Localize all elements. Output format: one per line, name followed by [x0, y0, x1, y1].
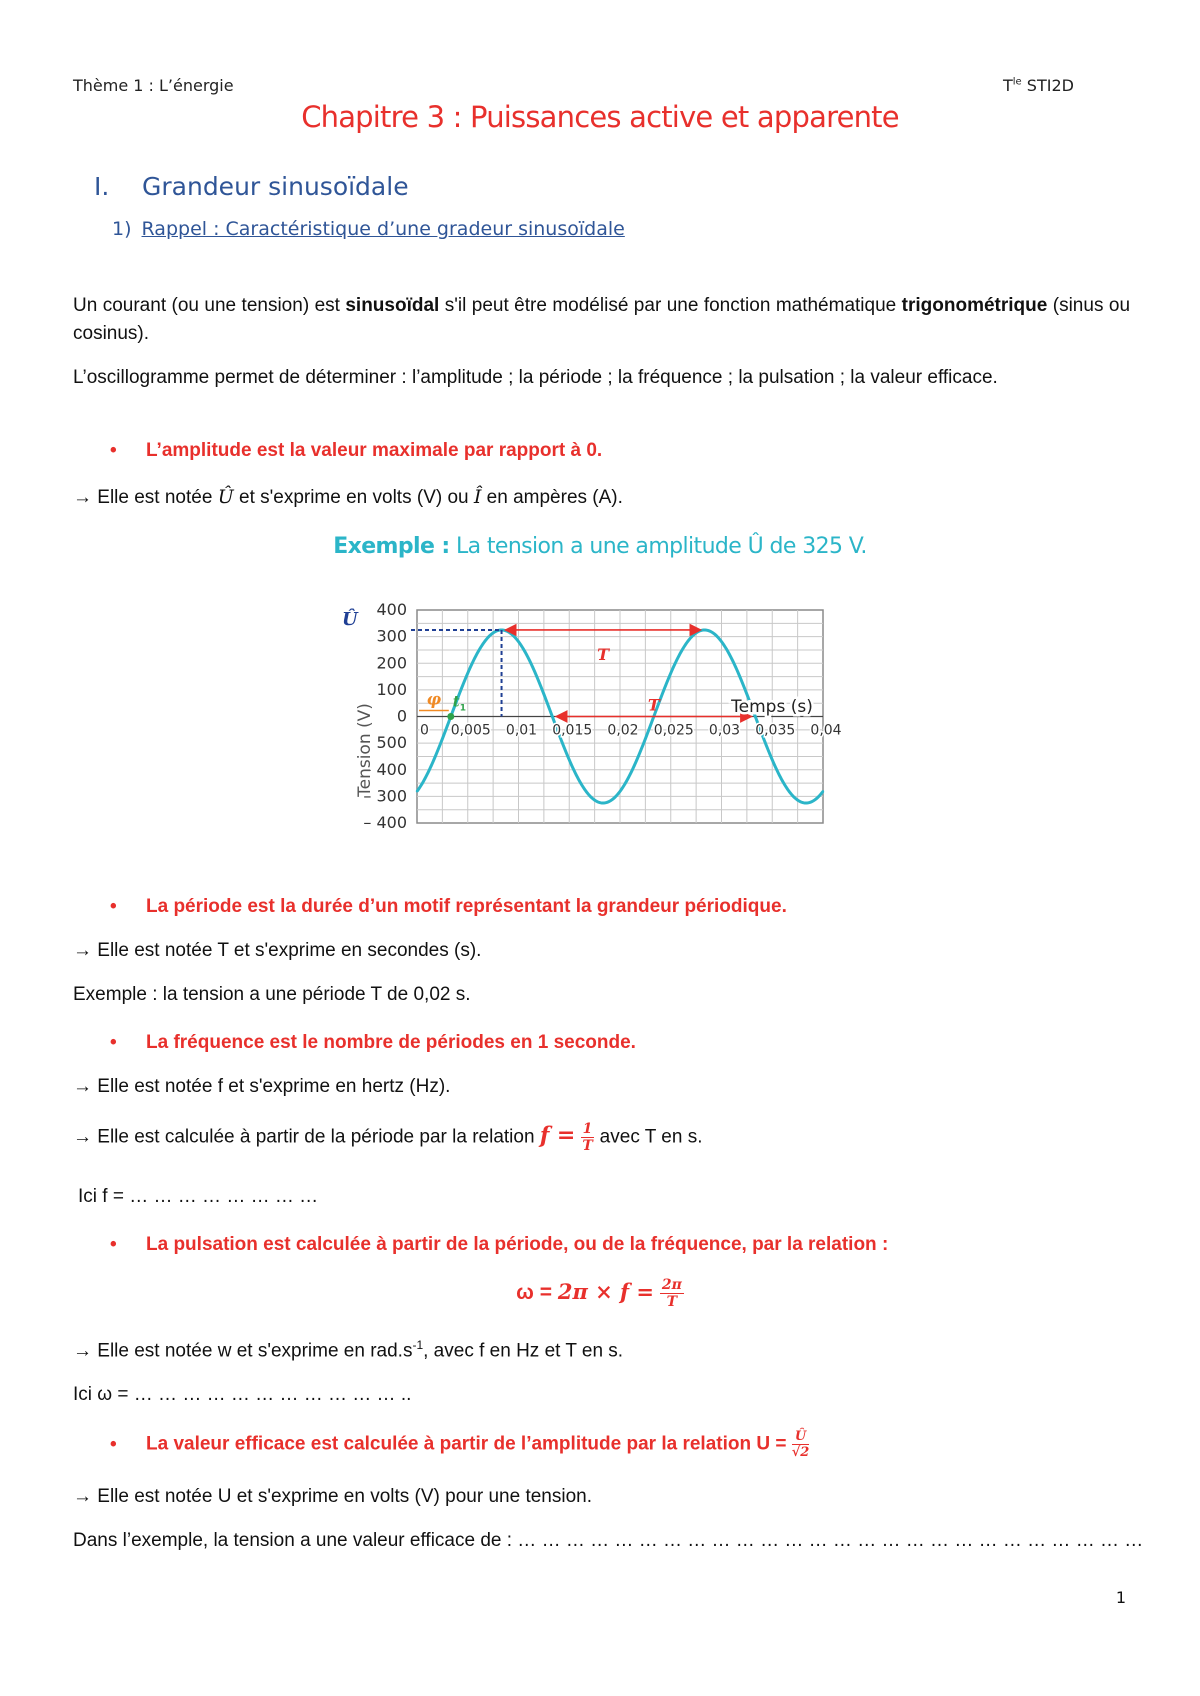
x-axis-label: Temps (s): [731, 697, 813, 717]
formula-2pi-f: 2π × f =: [557, 1279, 654, 1305]
subsection-title: Rappel : Caractéristique d’une gradeur sinusoïdale: [141, 218, 625, 240]
x-tick-label: 0,005: [450, 722, 491, 739]
y-tick-label: 100: [376, 679, 407, 699]
line-text: → Elle est notée: [73, 487, 218, 508]
bullet-dot: •: [110, 1433, 117, 1455]
x-tick-label: 0,03: [708, 722, 741, 739]
pulsation-notation: [73, 1338, 623, 1362]
intro-bold-sinusoidal: sinusoïdal: [345, 295, 440, 316]
phi-label: φ: [426, 689, 442, 709]
y-tick-label: – 400: [363, 813, 407, 832]
x-tick-label: 0,035: [755, 722, 796, 739]
bullet-dot: •: [110, 1032, 117, 1053]
amplitude-notation: [73, 486, 623, 509]
example-bold: Exemple :: [333, 534, 450, 559]
line-text: , avec f en Hz et T en s.: [423, 1340, 624, 1362]
bullet-text: La pulsation est calculée à partir de la période, ou de la fréquence, par la relation :: [146, 1234, 889, 1255]
oscillogram-chart: [340, 590, 880, 860]
series-tension-point: [703, 629, 705, 631]
series-tension-point: [822, 790, 824, 792]
y-tick-label: 0: [396, 706, 407, 726]
x-tick-label: 0,04: [810, 722, 842, 739]
formula-f-lhs: f =: [539, 1122, 576, 1149]
subsection-heading: [112, 218, 625, 240]
header-class: [1003, 76, 1074, 95]
symbol-i-hat: Î: [473, 486, 482, 508]
intro-text: s'il peut être modélisé par une fonction mathématique: [439, 295, 902, 316]
formula-fraction: [660, 1278, 684, 1309]
y-tick-label: 200: [376, 653, 407, 673]
bullet-dot: •: [110, 440, 117, 461]
section-title: Grandeur sinusoïdale: [142, 172, 409, 201]
y-tick-label: – 300: [363, 786, 407, 806]
series-tension-point: [551, 715, 553, 717]
intro-paragraph-1: [73, 292, 1130, 348]
section-heading: [94, 172, 409, 201]
y-tick-label: 500: [376, 733, 407, 753]
intro-paragraph-2: L’oscillogramme permet de déterminer : l’amplitude ; la période ; la fréquence ; la pulsation ; la valeur efficace.: [73, 367, 998, 388]
page-number: 1: [1115, 1588, 1126, 1607]
fraction-numerator: Û: [792, 1430, 810, 1445]
frequence-relation: [73, 1122, 703, 1153]
series-tension-point: [602, 802, 604, 804]
chapter-title: Chapitre 3 : Puissances active et apparente: [301, 100, 899, 134]
intro-bold-trigo: trigonométrique: [901, 295, 1048, 316]
formula-fraction: [792, 1430, 810, 1459]
bullet-text: La période est la durée d’un motif représentant la grandeur périodique.: [146, 896, 787, 917]
series-tension-point: [805, 802, 807, 804]
bullet-pulsation: [110, 1234, 888, 1256]
x-tick-label: 0,015: [552, 722, 593, 739]
fraction-denominator: T: [582, 1138, 593, 1154]
bullet-frequence: [110, 1032, 636, 1054]
x-tick-label: 0,025: [653, 722, 694, 739]
x-tick-label: 0,01: [505, 722, 538, 739]
line-text: → Elle est calculée à partir de la période par la relation: [73, 1126, 540, 1148]
pulsation-answer-line: Ici ω = … … … … … … … … … … … ..: [73, 1384, 412, 1405]
series-tension-point: [416, 790, 418, 792]
header-class-sup: le: [1012, 76, 1022, 88]
periode-example: Exemple : la tension a une période T de 0,02 s.: [73, 984, 471, 1005]
frequence-notation: → Elle est notée f et s'exprime en hertz (Hz).: [73, 1076, 451, 1097]
header-class-rest: STI2D: [1021, 76, 1074, 95]
efficace-answer-line: Dans l’exemple, la tension a une valeur efficace de : … … … … … … … … … … … … … … … … … … … … … … … … … …: [73, 1530, 1144, 1551]
frequence-answer-line: Ici f = … … … … … … … …: [78, 1186, 319, 1207]
periode-notation: → Elle est notée T et s'exprime en secondes (s).: [73, 940, 482, 961]
t1-point: [447, 713, 454, 720]
x-tick-label: 0,02: [607, 722, 639, 739]
formula-omega: ω =: [516, 1281, 558, 1305]
y-axis-label: Tension (V): [355, 703, 375, 797]
intro-text: (sinus ou cosinus).: [73, 295, 1131, 344]
header-class-letter: T: [1003, 76, 1013, 95]
symbol-u-hat: Û: [217, 486, 234, 508]
y-tick-label: 400: [376, 600, 407, 619]
t1-label: t: [452, 692, 460, 711]
bullet-text: La fréquence est le nombre de périodes en 1 seconde.: [146, 1032, 636, 1053]
formula-fraction: [581, 1122, 595, 1153]
subsection-number: 1): [112, 218, 132, 240]
fraction-denominator: T: [666, 1294, 678, 1310]
bullet-amplitude: [110, 440, 602, 462]
bullet-periode: [110, 896, 787, 918]
line-sup: -1: [412, 1338, 424, 1352]
efficace-notation: → Elle est notée U et s'exprime en volts (V) pour une tension.: [73, 1486, 592, 1507]
section-number: I.: [94, 172, 110, 201]
x-tick-label: 0: [420, 722, 429, 739]
pulsation-formula: [0, 1278, 1200, 1309]
header-theme: Thème 1 : L’énergie: [73, 76, 234, 95]
line-text: avec T en s.: [594, 1126, 703, 1148]
bullet-text: La valeur efficace est calculée à partir de l’amplitude par la relation U =: [146, 1433, 792, 1455]
example-text: La tension a une amplitude Û de 325 V.: [449, 534, 867, 559]
t1-sub-label: 1: [459, 703, 467, 714]
y-tick-label: 300: [376, 626, 407, 646]
intro-text: Un courant (ou une tension) est: [73, 295, 346, 316]
period-label-zero: T: [647, 695, 660, 715]
line-text: → Elle est notée w et s'exprime en rad.s: [73, 1340, 413, 1362]
bullet-text: L’amplitude est la valeur maximale par rapport à 0.: [146, 440, 603, 461]
line-text: et s'exprime en volts (V) ou: [233, 487, 474, 508]
chart-x-ticks: [420, 723, 842, 739]
example-title: [0, 534, 1200, 559]
line-text: en ampères (A).: [481, 487, 623, 508]
period-label-top: T: [597, 644, 610, 664]
bullet-efficace: [110, 1430, 809, 1459]
fraction-numerator: 2π: [661, 1277, 682, 1293]
y-tick-label: – 400: [363, 759, 407, 779]
bullet-dot: •: [110, 1234, 117, 1255]
u-hat-label: Û: [342, 608, 358, 630]
fraction-denominator: √2: [791, 1445, 810, 1460]
fraction-numerator: 1: [582, 1121, 593, 1137]
bullet-dot: •: [110, 896, 117, 917]
